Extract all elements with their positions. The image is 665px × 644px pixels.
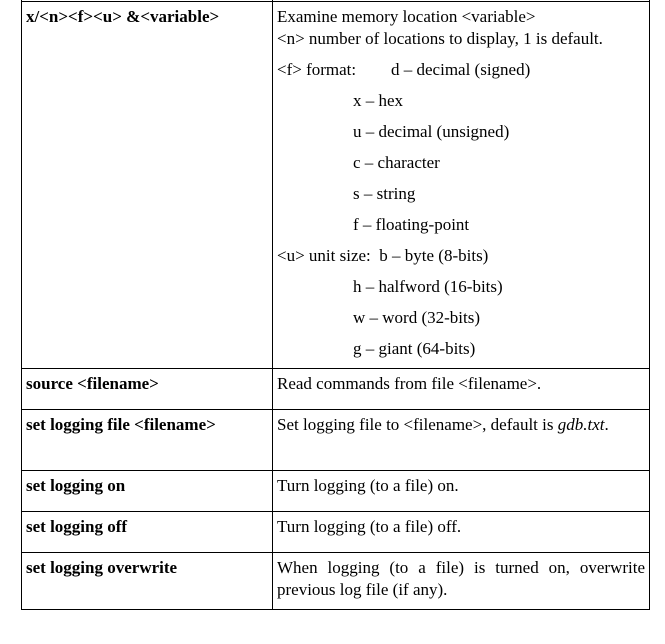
description-cell: [273, 2, 650, 369]
command-text: set logging overwrite: [26, 558, 178, 577]
table-row-set-logging-overwrite: [22, 553, 650, 610]
description-line: Examine memory location <variable>: [277, 7, 536, 26]
command-cell: [22, 410, 273, 471]
format-option: d – decimal (signed): [391, 60, 531, 79]
command-cell: [22, 553, 273, 610]
unit-option: b – byte (8-bits): [379, 246, 489, 265]
command-cell: [22, 369, 273, 410]
table-row-set-logging-on: [22, 471, 650, 512]
description-text: Turn logging (to a file) off.: [277, 517, 462, 536]
command-text: source <filename>: [26, 374, 159, 393]
format-label: <f> format:: [277, 60, 357, 79]
table-row-set-logging-off: [22, 512, 650, 553]
command-text: set logging file <filename>: [26, 415, 216, 434]
unit-option: g – giant (64-bits): [353, 339, 476, 358]
command-text: x/<n><f><u> &<variable>: [26, 7, 220, 26]
format-option: u – decimal (unsigned): [353, 122, 510, 141]
unit-line: [277, 245, 645, 267]
unit-label: <u> unit size:: [277, 246, 371, 265]
default-filename: gdb.txt: [557, 415, 605, 434]
format-line: [277, 59, 645, 81]
description-cell: [273, 471, 650, 512]
format-option: f – floating-point: [353, 215, 470, 234]
description-line: <n> number of locations to display, 1 is default.: [277, 29, 603, 48]
description-text-end: .: [604, 415, 609, 434]
description-text: Set logging file to <filename>, default is: [277, 415, 558, 434]
command-text: set logging on: [26, 476, 126, 495]
cell-bottom-space: [277, 360, 645, 364]
table-row-source: [22, 369, 650, 410]
unit-option: w – word (32-bits): [353, 308, 481, 327]
description-cell: [273, 512, 650, 553]
gdb-command-table: [21, 0, 650, 610]
table-row-examine-memory: [22, 2, 650, 369]
command-cell: [22, 2, 273, 369]
command-cell: [22, 471, 273, 512]
format-option: x – hex: [353, 91, 404, 110]
unit-option: h – halfword (16-bits): [353, 277, 503, 296]
table-row-set-logging-file: [22, 410, 650, 471]
description-text: Read commands from file <filename>.: [277, 374, 542, 393]
description-cell: [273, 410, 650, 471]
format-option: c – character: [353, 153, 440, 172]
command-text: set logging off: [26, 517, 128, 536]
gdb-command-table-page: [21, 0, 649, 610]
command-cell: [22, 512, 273, 553]
description-text: When logging (to a file) is turned on, overwrite previous log file (if any).: [277, 558, 645, 599]
description-cell: [273, 553, 650, 610]
description-cell: [273, 369, 650, 410]
format-option: s – string: [353, 184, 416, 203]
description-text: Turn logging (to a file) on.: [277, 476, 459, 495]
